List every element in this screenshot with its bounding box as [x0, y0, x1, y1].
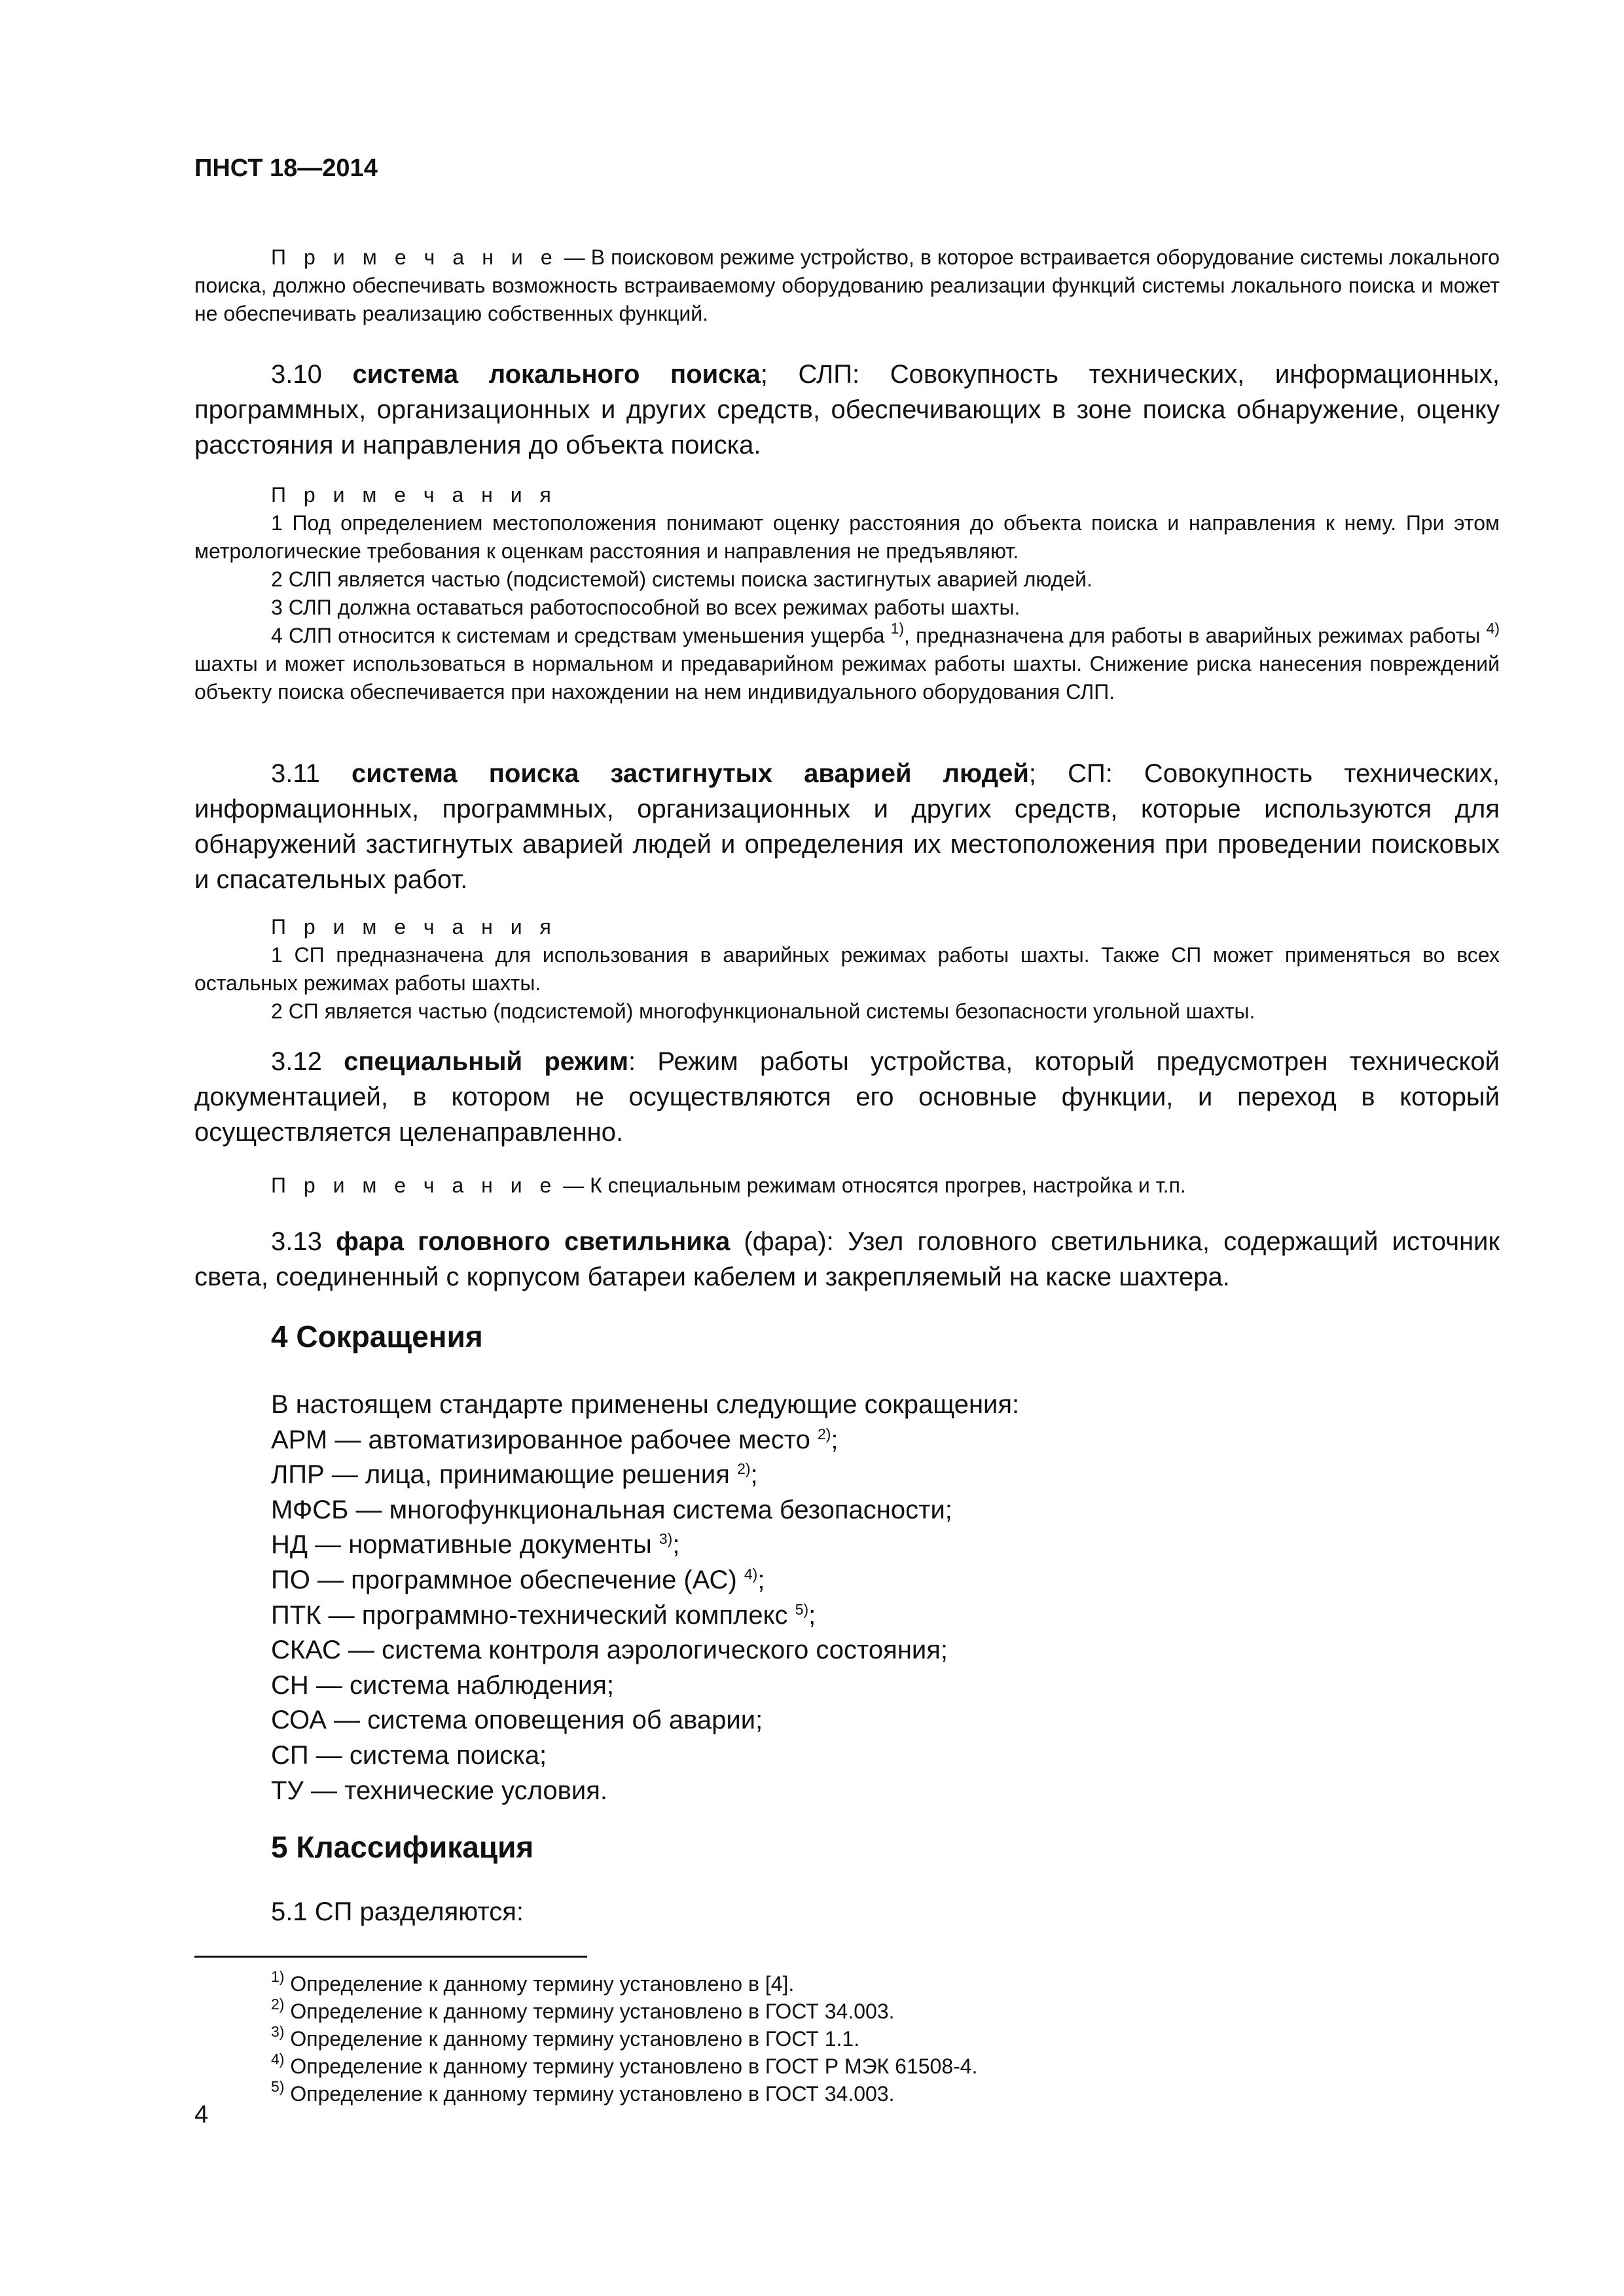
definition-number: 3.12: [271, 1047, 322, 1076]
definition-term: система поиска застигнутых аварией людей: [351, 759, 1029, 788]
definition-text: ; СП: Совокупность технических, информационных, программных, организационных и других средств, которые используются для обнаружений застигнутых аварией людей и определения их местоположения при проведении поисковых и спасательных работ.: [194, 759, 1500, 894]
footnote-mark: 3): [271, 2023, 285, 2040]
definition-term: специальный режим: [344, 1047, 629, 1076]
footnote: [271, 1998, 977, 2025]
note-text: 4 СЛП относится к системам и средствам уменьшения ущерба: [271, 624, 885, 647]
abbr-text: НД — нормативные документы: [271, 1530, 652, 1560]
section-5-heading: 5 Классификация: [271, 1830, 534, 1864]
definition-3-13: [194, 1224, 1500, 1295]
list-item: [271, 1668, 1019, 1704]
abbr-text: ПО — программное обеспечение (АС): [271, 1565, 737, 1594]
note-item: 2 СП является частью (подсистемой) многофункциональной системы безопасности угольной шахты.: [271, 999, 1255, 1023]
definition-number: 3.10: [271, 360, 322, 389]
note-item: 2 СЛП является частью (подсистемой) системы поиска застигнутых аварией людей.: [271, 567, 1092, 591]
note-text: — В поисковом режиме устройство, в которое встраивается оборудование системы локального поиска, должно обеспечивать возможность встраиваемому оборудованию реализации функций системы локального поиска и может не обеспечивать реализацию собственных функций.: [194, 245, 1500, 325]
abbr-text: ЛПР — лица, принимающие решения: [271, 1460, 730, 1490]
abbr-text: СН — система наблюдения;: [271, 1670, 615, 1700]
notes-label: П р и м е ч а н и я: [271, 915, 557, 939]
abbreviations-intro: В настоящем стандарте применены следующие сокращения:: [271, 1390, 1020, 1419]
list-item: [271, 1493, 1019, 1528]
definition-3-10: [194, 357, 1500, 463]
footnote: [271, 2080, 977, 2108]
abbr-text: СКАС — система контроля аэрологического состояния;: [271, 1636, 948, 1665]
list-item: [271, 1774, 1019, 1809]
abbr-text: АРМ — автоматизированное рабочее место: [271, 1425, 810, 1454]
note-text: , предназначена для работы в аварийных режимах работы: [904, 624, 1481, 647]
note-item: 1 СП предназначена для использования в аварийных режимах работы шахты. Также СП может применяться во всех остальных режимах работы шахты.: [194, 943, 1500, 995]
footnote-text: Определение к данному термину установлено в ГОСТ Р МЭК 61508-4.: [284, 2054, 978, 2078]
note-paragraph: [194, 243, 1500, 328]
page-number: 4: [194, 2101, 209, 2128]
abbr-text: МФСБ — многофункциональная система безопасности;: [271, 1495, 952, 1524]
notes-3-11: [194, 913, 1500, 1026]
list-item: [271, 1598, 1019, 1634]
footnote-ref: 5): [795, 1600, 809, 1618]
footnote-mark: 1): [271, 1968, 285, 1985]
abbr-tail: ;: [757, 1565, 765, 1594]
footnote-mark: 2): [271, 1996, 285, 2013]
note-label: П р и м е ч а н и е: [271, 1174, 558, 1197]
footnote-mark: 5): [271, 2078, 285, 2095]
footnotes: [271, 1970, 977, 2108]
note-text: — К специальным режимам относятся прогрев, настройка и т.п.: [557, 1174, 1186, 1197]
footnote-separator: [194, 1956, 587, 1958]
footnote-text: Определение к данному термину установлено в ГОСТ 34.003.: [284, 2082, 895, 2106]
list-item: [271, 1458, 1019, 1493]
abbr-tail: ;: [750, 1460, 758, 1490]
definition-number: 3.13: [271, 1227, 322, 1256]
list-item: [271, 1738, 1019, 1774]
definition-term: система локального поиска: [352, 360, 761, 389]
footnote: [271, 1970, 977, 1998]
footnote-ref: 4): [744, 1565, 758, 1583]
document-code: ПНСТ 18—2014: [194, 154, 378, 182]
note-item: 1 Под определением местоположения понимают оценку расстояния до объекта поиска и направления к нему. При этом метрологические требования к оценкам расстояния и направления не предъявляют.: [194, 511, 1500, 563]
list-item: [271, 1633, 1019, 1668]
abbr-text: ТУ — технические условия.: [271, 1776, 607, 1805]
footnote-ref: 3): [659, 1530, 673, 1548]
definition-text: (фара): Узел головного светильника, содержащий источник света, соединенный с корпусом батареи кабелем и закрепляемый на каске шахтера.: [194, 1227, 1500, 1291]
footnote: [271, 2053, 977, 2080]
abbreviations-list: [271, 1388, 1019, 1808]
note-item: 3 СЛП должна оставаться работоспособной во всех режимах работы шахты.: [271, 596, 1020, 619]
list-item: [271, 1703, 1019, 1738]
abbr-tail: ;: [672, 1530, 680, 1560]
note-3-12: [194, 1172, 1500, 1200]
abbr-tail: ;: [831, 1425, 839, 1454]
footnote-mark: 4): [271, 2051, 285, 2068]
definition-3-11: [194, 756, 1500, 897]
footnote-ref: 4): [1486, 620, 1500, 637]
abbr-text: СП — система поиска;: [271, 1740, 547, 1770]
footnote: [271, 2025, 977, 2053]
note-label: П р и м е ч а н и е: [271, 245, 558, 269]
definition-text: : Режим работы устройства, который предусмотрен технической документацией, в котором не осуществляются его основные функции, и переход в который осуществляется целенаправленно.: [194, 1047, 1500, 1147]
list-item: [271, 1528, 1019, 1563]
definition-3-12: [194, 1044, 1500, 1150]
abbr-text: ПТК — программно-технический комплекс: [271, 1600, 788, 1630]
list-item: [271, 1563, 1019, 1598]
abbr-tail: ;: [808, 1600, 816, 1630]
definition-text: ; СЛП: Совокупность технических, информационных, программных, организационных и других средств, обеспечивающих в зоне поиска обнаружение, оценку расстояния и направления до объекта поиска.: [194, 360, 1500, 459]
definition-term: фара головного светильника: [336, 1227, 731, 1256]
footnote-ref: 1): [890, 620, 905, 637]
footnote-text: Определение к данному термину установлено в [4].: [284, 1972, 795, 1996]
list-item: [271, 1423, 1019, 1458]
notes-label: П р и м е ч а н и я: [271, 483, 557, 507]
notes-3-10: [194, 481, 1500, 706]
footnote-ref: 2): [817, 1425, 831, 1443]
note-text: шахты и может использоваться в нормальном и предаварийном режимах работы шахты. Снижение риска нанесения повреждений объекту поиска обеспечивается при нахождении на нем индивидуального оборудования СЛП.: [194, 652, 1500, 704]
footnote-text: Определение к данному термину установлено в ГОСТ 34.003.: [284, 2000, 895, 2023]
footnote-ref: 2): [737, 1460, 751, 1478]
section-5-1: 5.1 СП разделяются:: [271, 1897, 524, 1926]
section-4-heading: 4 Сокращения: [271, 1319, 483, 1354]
abbr-text: СОА — система оповещения об аварии;: [271, 1706, 763, 1735]
note-item: [194, 622, 1500, 706]
footnote-text: Определение к данному термину установлено в ГОСТ 1.1.: [284, 2027, 860, 2051]
definition-number: 3.11: [271, 759, 320, 788]
